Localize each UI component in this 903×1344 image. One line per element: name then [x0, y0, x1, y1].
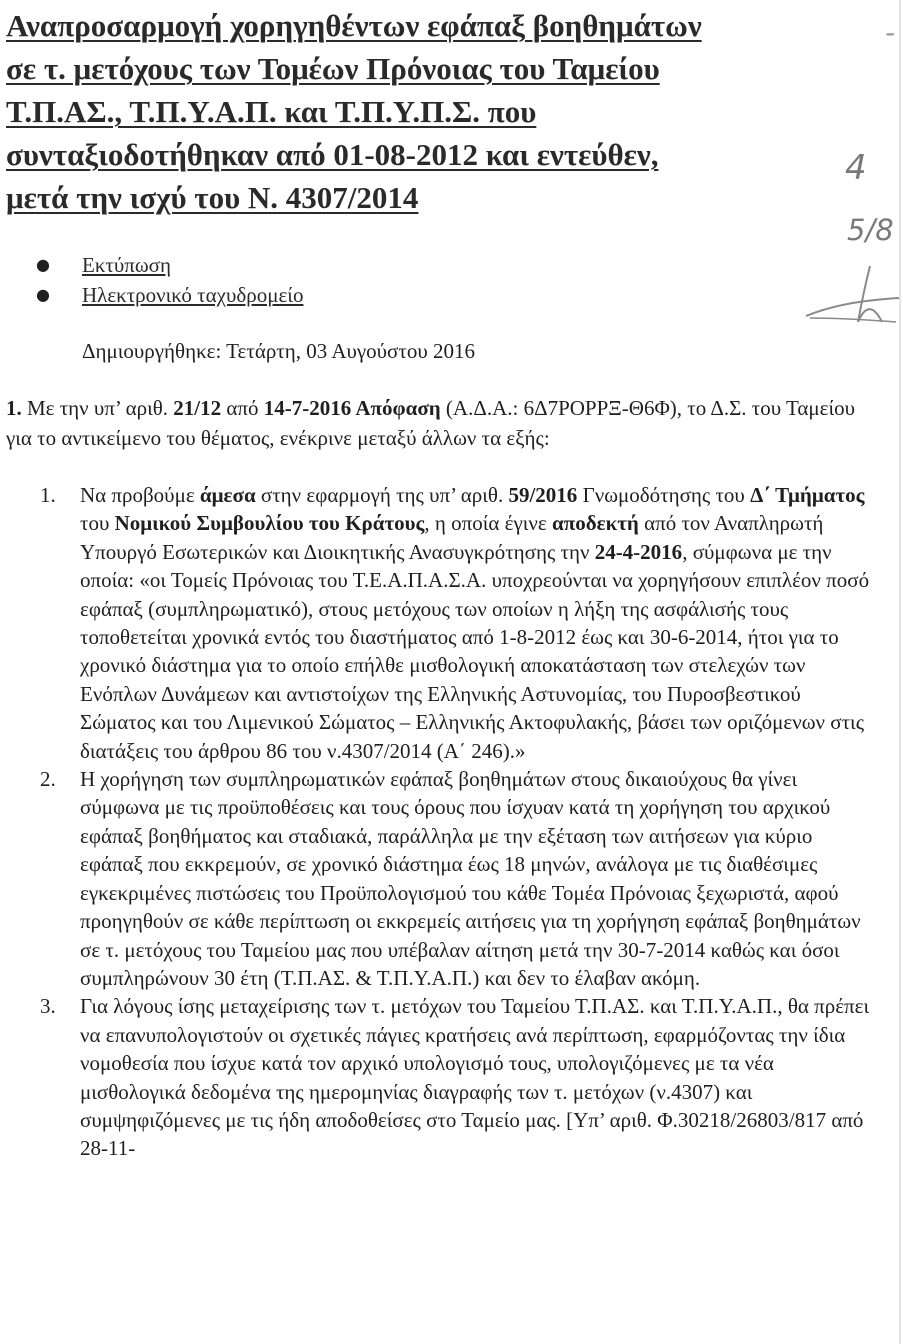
decision-items [28, 481, 873, 1163]
list-item [28, 765, 873, 992]
item-number: 3. [40, 994, 56, 1019]
decision-number: 21/12 [173, 396, 222, 420]
title-line: Τ.Π.ΑΣ., Τ.Π.Υ.Α.Π. και Τ.Π.Υ.Π.Σ. που [6, 94, 537, 129]
list-item [28, 992, 873, 1162]
email-link-item [36, 280, 303, 310]
item-number: 2. [40, 767, 56, 792]
list-item [28, 481, 873, 765]
print-link[interactable]: Εκτύπωση [82, 253, 171, 277]
print-link-item [36, 250, 303, 280]
handwritten-dash-mark: - [885, 16, 896, 49]
intro-paragraph [6, 393, 886, 453]
title-line: συνταξιοδοτήθηκαν από 01-08-2012 και εντεύθεν, [6, 137, 659, 172]
bullet-icon: ● [36, 255, 50, 274]
intro-number: 1. [6, 396, 22, 420]
handwritten-number-mark: 4 [845, 148, 867, 188]
item-number: 1. [40, 483, 56, 507]
document-title [6, 4, 876, 219]
scan-edge [899, 0, 901, 1344]
created-date: Δημιουργήθηκε: Τετάρτη, 03 Αυγούστου 2016 [82, 339, 475, 363]
decision-date: 14-7-2016 Απόφαση [263, 396, 441, 420]
item-text: Να προβούμε άμεσα στην εφαρμογή της υπ’ αριθ. 59/2016 Γνωμοδότησης του Δ΄ Τμήματος του Νομικού Συμβουλίου του Κράτους, η οποία έγινε αποδεκτή από τον Αναπληρωτή Υπουργό Εσωτερικών και Διοικητικής Ανασυγκρότησης την 24-4-2016, σύμφωνα με την οποία: «οι Τομείς Πρόνοιας του Τ.Ε.Α.Π.Α.Σ.Α. υποχρεούνται να χορηγήσουν επιπλέον ποσό εφάπαξ (συμπληρωματικό), στους μετόχους των οποίων η λήξη της ασφάλισής τους τοποθετείται χρονικά εντός του διαστήματος από 1-8-2012 έως και 30-6-2014, ήτοι για το χρονικό διάστημα για το οποίο επήλθε μισθολογική αποκατάσταση των στελεχών των Ενόπλων Δυνάμεων και αντιστοίχων της Ελληνικής Αστυνομίας, του Πυροσβεστικού Σώματος και του Λιμενικού Σώματος – Ελληνικής Ακτοφυλακής, βάσει των οριζόμενων στις διατάξεις του άρθρου 86 του ν.4307/2014 (Α΄ 246).» [80, 483, 870, 763]
handwritten-date-mark: 5/8 [847, 213, 894, 247]
email-link[interactable]: Ηλεκτρονικό ταχυδρομείο [82, 283, 304, 307]
title-line: μετά την ισχύ του Ν. 4307/2014 [6, 180, 419, 215]
item-text: Για λόγους ίσης μεταχείρισης των τ. μετόχων του Ταμείου Τ.Π.ΑΣ. και Τ.Π.Υ.Α.Π., θα πρέπει να επανυπολογιστούν οι σχετικές πάγιες κρατήσεις ανά περίπτωση, εφαρμόζοντας την ίδια νομοθεσία που ίσχυε κατά τον αρχικό υπολογισμό τους, υπολογιζόμενες με τα νέα μισθολογικά δεδομένα της ημερομηνίας διαγραφής των τ. μετόχων (ν.4307) και συμψηφιζόμενες με τις ήδη αποδοθείσες στο Ταμείο μας. [Υπ’ αριθ. Φ.30218/26803/817 από 28-11- [80, 994, 870, 1161]
intro-text: από [221, 396, 264, 420]
action-links [36, 250, 303, 310]
item-text: Η χορήγηση των συμπληρωματικών εφάπαξ βοηθημάτων στους δικαιούχους θα γίνει σύμφωνα με τις προϋποθέσεις και τους όρους που ίσχυαν κατά τη χορήγηση του αρχικού εφάπαξ βοηθήματος και σταδιακά, παράλληλα με την εξέταση των αιτήσεων για κύριο εφάπαξ που εκκρεμούν, σε χρονικό διάστημα έως 18 μηνών, ανάλογα με τις διαθέσιμες εγκεκριμένες πιστώσεις του Προϋπολογισμού του κάθε Τομέα Πρόνοιας ξεχωριστά, αφού προηγηθούν σε κάθε περίπτωση οι εκκρεμείς αιτήσεις για τη χορήγηση εφάπαξ βοηθημάτων σε τ. μετόχους του Ταμείου μας που υπέβαλαν αίτηση μετά την 30-7-2014 καθώς και όσοι συμπληρώνουν 30 έτη (Τ.Π.ΑΣ. & Τ.Π.Υ.Α.Π.) και δεν το έλαβαν ακόμη. [80, 767, 861, 990]
bullet-icon: ● [36, 285, 50, 304]
title-line: σε τ. μετόχους των Τομέων Πρόνοιας του Ταμείου [6, 51, 660, 86]
intro-text: (Α.Δ.Α.: 6Δ7ΡΟΡΡΞ-Θ6Φ), το Δ.Σ. του Ταμείου για το αντικείμενο του θέματος, ενέκρινε μεταξύ άλλων τα εξής: [6, 396, 856, 450]
title-line: Αναπροσαρμογή χορηγηθέντων εφάπαξ βοηθημάτων [6, 8, 702, 43]
intro-text: Με την υπ’ αριθ. [21, 396, 174, 420]
handwritten-signature-mark [800, 262, 903, 332]
